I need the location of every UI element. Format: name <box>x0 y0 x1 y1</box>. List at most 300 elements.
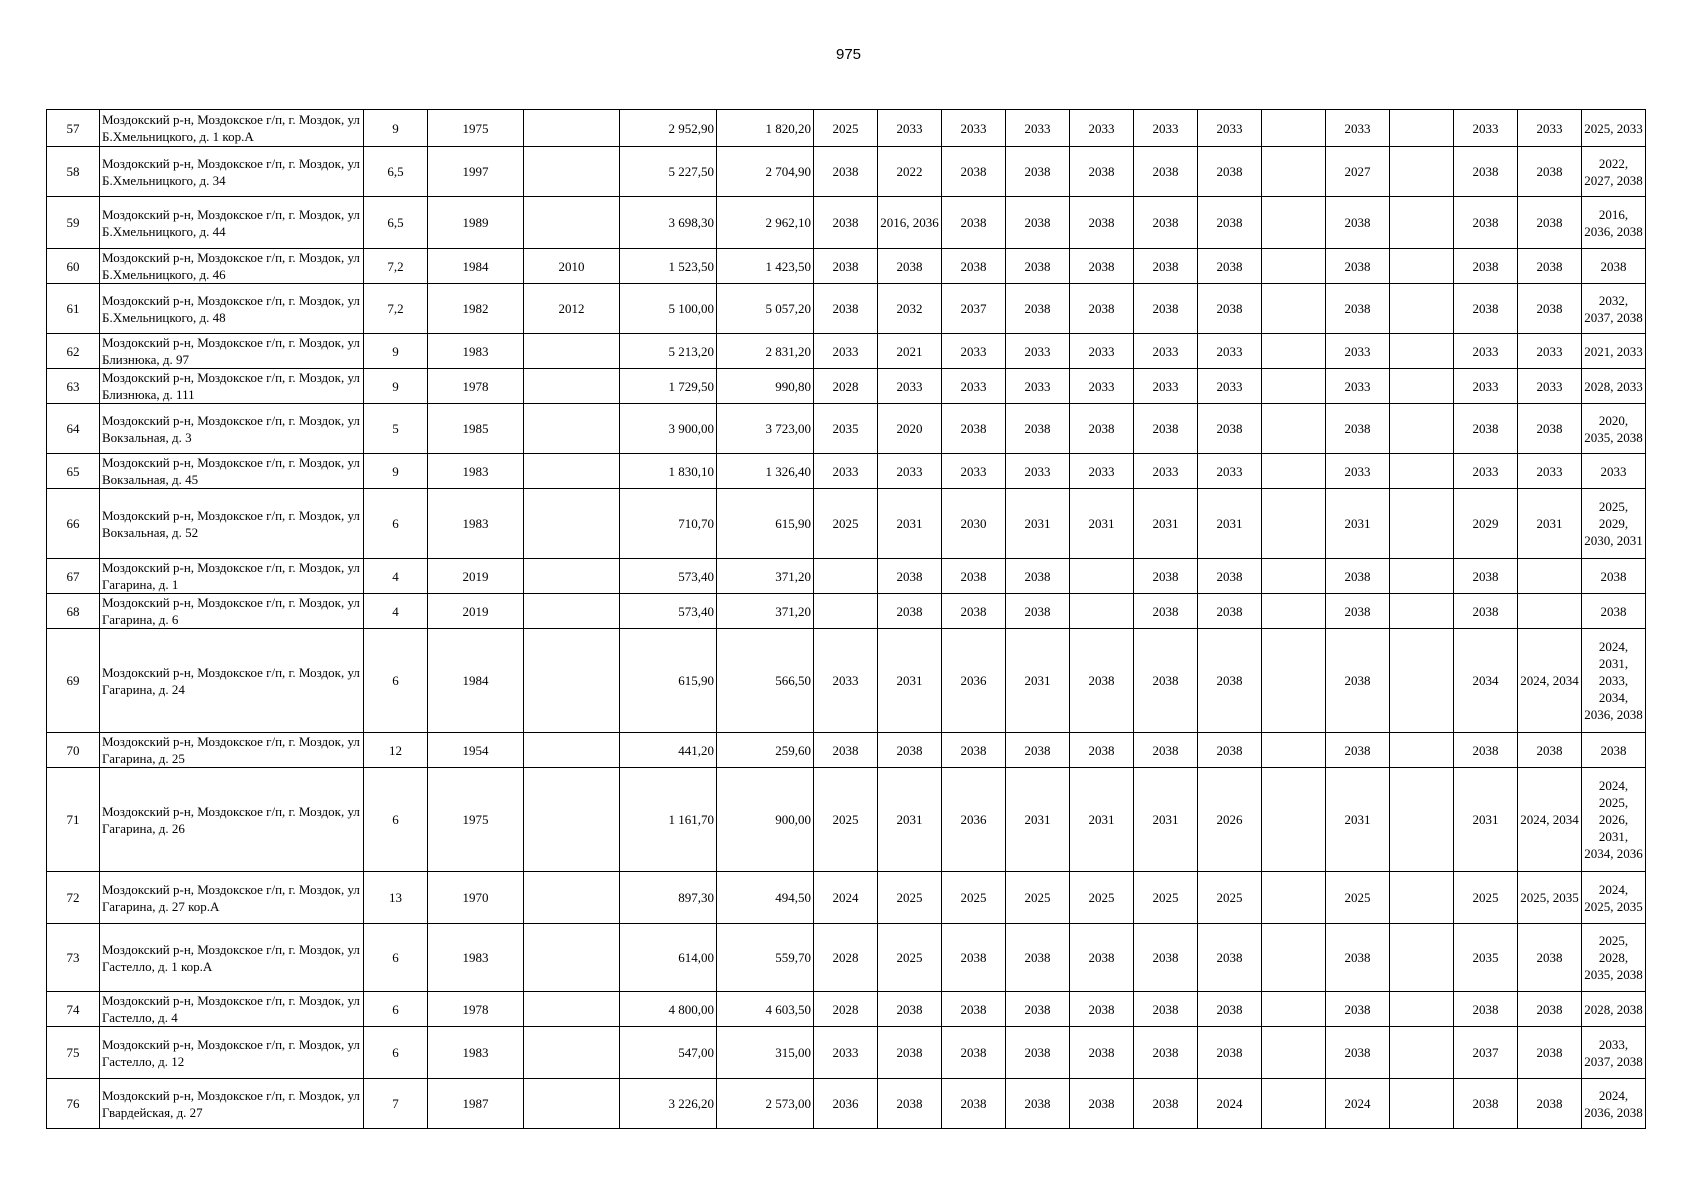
cell-work-year-12: 2038 <box>1518 404 1582 454</box>
cell-reconstruction-year <box>524 733 620 768</box>
cell-work-year-3: 2038 <box>942 404 1006 454</box>
cell-address: Моздокский р-н, Моздокское г/п, г. Моздок, ул Гагарина, д. 6 <box>100 594 364 629</box>
cell-work-year-9: 2038 <box>1326 594 1390 629</box>
cell-work-year-9: 2038 <box>1326 559 1390 594</box>
cell-living-area: 900,00 <box>717 768 814 872</box>
cell-work-year-4: 2038 <box>1006 559 1070 594</box>
cell-work-year-1: 2038 <box>814 249 878 284</box>
cell-work-year-9: 2033 <box>1326 369 1390 404</box>
cell-work-year-2: 2031 <box>878 489 942 559</box>
cell-work-year-3: 2038 <box>942 249 1006 284</box>
cell-work-year-1: 2033 <box>814 1027 878 1079</box>
cell-work-year-7: 2031 <box>1198 489 1262 559</box>
cell-address: Моздокский р-н, Моздокское г/п, г. Моздок, ул Гагарина, д. 1 <box>100 559 364 594</box>
cell-work-year-7: 2038 <box>1198 629 1262 733</box>
cell-build-year: 2019 <box>428 559 524 594</box>
cell-work-year-6: 2038 <box>1134 1079 1198 1129</box>
cell-floors: 9 <box>364 454 428 489</box>
cell-work-years-summary: 2024, 2025, 2035 <box>1582 872 1646 924</box>
cell-build-year: 1983 <box>428 454 524 489</box>
cell-living-area: 3 723,00 <box>717 404 814 454</box>
cell-work-year-10 <box>1390 284 1454 334</box>
cell-work-year-11: 2038 <box>1454 1079 1518 1129</box>
cell-work-years-summary: 2025, 2029, 2030, 2031 <box>1582 489 1646 559</box>
cell-work-year-4: 2038 <box>1006 197 1070 249</box>
cell-work-year-9: 2033 <box>1326 454 1390 489</box>
cell-total-area: 547,00 <box>620 1027 717 1079</box>
cell-work-year-9: 2038 <box>1326 924 1390 992</box>
cell-work-years-summary: 2025, 2028, 2035, 2038 <box>1582 924 1646 992</box>
cell-total-area: 3 900,00 <box>620 404 717 454</box>
cell-work-year-12 <box>1518 594 1582 629</box>
cell-work-year-4: 2038 <box>1006 1079 1070 1129</box>
cell-work-years-summary: 2032, 2037, 2038 <box>1582 284 1646 334</box>
cell-reconstruction-year <box>524 629 620 733</box>
cell-work-year-1: 2038 <box>814 147 878 197</box>
cell-living-area: 615,90 <box>717 489 814 559</box>
cell-work-year-3: 2025 <box>942 872 1006 924</box>
cell-work-year-11: 2038 <box>1454 284 1518 334</box>
cell-work-year-6: 2038 <box>1134 197 1198 249</box>
table-row <box>47 110 1646 147</box>
cell-work-year-4: 2038 <box>1006 992 1070 1027</box>
cell-living-area: 1 326,40 <box>717 454 814 489</box>
cell-work-year-8 <box>1262 284 1326 334</box>
cell-work-year-11: 2025 <box>1454 872 1518 924</box>
table-row <box>47 629 1646 733</box>
cell-work-year-8 <box>1262 110 1326 147</box>
cell-total-area: 441,20 <box>620 733 717 768</box>
cell-living-area: 566,50 <box>717 629 814 733</box>
cell-work-year-7: 2038 <box>1198 733 1262 768</box>
cell-work-year-6: 2038 <box>1134 249 1198 284</box>
cell-address: Моздокский р-н, Моздокское г/п, г. Моздок, ул Гастелло, д. 12 <box>100 1027 364 1079</box>
cell-work-year-11: 2033 <box>1454 334 1518 369</box>
cell-work-year-1 <box>814 559 878 594</box>
cell-work-years-summary: 2028, 2033 <box>1582 369 1646 404</box>
cell-work-year-5: 2038 <box>1070 147 1134 197</box>
cell-work-years-summary: 2038 <box>1582 733 1646 768</box>
cell-work-year-6: 2033 <box>1134 369 1198 404</box>
cell-address: Моздокский р-н, Моздокское г/п, г. Моздок, ул Гагарина, д. 27 кор.А <box>100 872 364 924</box>
cell-work-year-3: 2033 <box>942 334 1006 369</box>
cell-work-year-11: 2038 <box>1454 559 1518 594</box>
cell-total-area: 5 227,50 <box>620 147 717 197</box>
cell-floors: 13 <box>364 872 428 924</box>
cell-work-year-10 <box>1390 1079 1454 1129</box>
cell-work-year-11: 2038 <box>1454 992 1518 1027</box>
table-row <box>47 559 1646 594</box>
cell-work-year-6: 2031 <box>1134 768 1198 872</box>
cell-address: Моздокский р-н, Моздокское г/п, г. Моздок, ул Вокзальная, д. 45 <box>100 454 364 489</box>
cell-row-number: 72 <box>47 872 100 924</box>
cell-build-year: 1978 <box>428 369 524 404</box>
cell-work-years-summary: 2020, 2035, 2038 <box>1582 404 1646 454</box>
cell-work-year-5: 2038 <box>1070 249 1134 284</box>
cell-work-year-12: 2038 <box>1518 1027 1582 1079</box>
cell-work-years-summary: 2033 <box>1582 454 1646 489</box>
cell-work-year-2: 2038 <box>878 594 942 629</box>
cell-work-year-3: 2038 <box>942 924 1006 992</box>
cell-work-year-7: 2038 <box>1198 147 1262 197</box>
cell-work-year-2: 2038 <box>878 559 942 594</box>
cell-work-year-1: 2024 <box>814 872 878 924</box>
cell-work-year-3: 2038 <box>942 147 1006 197</box>
cell-build-year: 1975 <box>428 110 524 147</box>
cell-work-year-6: 2033 <box>1134 334 1198 369</box>
cell-row-number: 69 <box>47 629 100 733</box>
cell-work-year-4: 2038 <box>1006 404 1070 454</box>
cell-work-years-summary: 2038 <box>1582 249 1646 284</box>
cell-row-number: 57 <box>47 110 100 147</box>
cell-address: Моздокский р-н, Моздокское г/п, г. Моздок, ул Б.Хмельницкого, д. 48 <box>100 284 364 334</box>
cell-work-year-10 <box>1390 594 1454 629</box>
cell-address: Моздокский р-н, Моздокское г/п, г. Моздок, ул Близнюка, д. 97 <box>100 334 364 369</box>
cell-work-year-10 <box>1390 489 1454 559</box>
cell-work-year-6: 2033 <box>1134 454 1198 489</box>
cell-work-year-2: 2021 <box>878 334 942 369</box>
cell-work-year-6: 2038 <box>1134 629 1198 733</box>
cell-work-year-7: 2038 <box>1198 924 1262 992</box>
cell-work-year-8 <box>1262 594 1326 629</box>
cell-work-year-12: 2038 <box>1518 924 1582 992</box>
cell-work-year-8 <box>1262 768 1326 872</box>
cell-address: Моздокский р-н, Моздокское г/п, г. Моздок, ул Б.Хмельницкого, д. 34 <box>100 147 364 197</box>
cell-work-years-summary: 2016, 2036, 2038 <box>1582 197 1646 249</box>
cell-work-year-10 <box>1390 733 1454 768</box>
cell-reconstruction-year <box>524 594 620 629</box>
cell-work-year-8 <box>1262 1079 1326 1129</box>
cell-row-number: 63 <box>47 369 100 404</box>
cell-floors: 12 <box>364 733 428 768</box>
cell-total-area: 1 729,50 <box>620 369 717 404</box>
cell-work-year-10 <box>1390 629 1454 733</box>
cell-build-year: 1978 <box>428 992 524 1027</box>
cell-work-year-10 <box>1390 147 1454 197</box>
cell-work-year-12: 2038 <box>1518 147 1582 197</box>
cell-work-year-9: 2027 <box>1326 147 1390 197</box>
cell-row-number: 58 <box>47 147 100 197</box>
cell-work-year-8 <box>1262 454 1326 489</box>
cell-work-year-5: 2038 <box>1070 924 1134 992</box>
cell-work-year-10 <box>1390 1027 1454 1079</box>
table-row <box>47 454 1646 489</box>
cell-reconstruction-year: 2012 <box>524 284 620 334</box>
cell-reconstruction-year <box>524 147 620 197</box>
cell-living-area: 4 603,50 <box>717 992 814 1027</box>
cell-work-year-1: 2025 <box>814 768 878 872</box>
cell-work-year-1 <box>814 594 878 629</box>
cell-work-year-5: 2031 <box>1070 489 1134 559</box>
cell-floors: 6 <box>364 992 428 1027</box>
cell-floors: 6 <box>364 768 428 872</box>
cell-work-year-9: 2038 <box>1326 249 1390 284</box>
cell-living-area: 315,00 <box>717 1027 814 1079</box>
cell-work-year-2: 2038 <box>878 733 942 768</box>
cell-total-area: 5 213,20 <box>620 334 717 369</box>
cell-work-year-3: 2038 <box>942 1027 1006 1079</box>
cell-living-area: 990,80 <box>717 369 814 404</box>
cell-work-year-11: 2038 <box>1454 404 1518 454</box>
cell-work-years-summary: 2022, 2027, 2038 <box>1582 147 1646 197</box>
cell-total-area: 614,00 <box>620 924 717 992</box>
cell-work-year-8 <box>1262 147 1326 197</box>
cell-work-year-9: 2031 <box>1326 768 1390 872</box>
cell-work-year-5: 2038 <box>1070 1079 1134 1129</box>
cell-living-area: 1 423,50 <box>717 249 814 284</box>
table-row <box>47 334 1646 369</box>
cell-work-year-7: 2025 <box>1198 872 1262 924</box>
cell-work-year-3: 2036 <box>942 768 1006 872</box>
cell-total-area: 573,40 <box>620 594 717 629</box>
cell-work-year-11: 2033 <box>1454 454 1518 489</box>
cell-work-year-12: 2038 <box>1518 197 1582 249</box>
cell-work-year-4: 2038 <box>1006 594 1070 629</box>
cell-work-year-1: 2035 <box>814 404 878 454</box>
cell-work-year-7: 2038 <box>1198 559 1262 594</box>
cell-work-year-3: 2038 <box>942 594 1006 629</box>
cell-work-year-9: 2038 <box>1326 197 1390 249</box>
cell-build-year: 1982 <box>428 284 524 334</box>
cell-total-area: 3 226,20 <box>620 1079 717 1129</box>
cell-reconstruction-year <box>524 489 620 559</box>
cell-work-year-5: 2033 <box>1070 454 1134 489</box>
cell-total-area: 1 523,50 <box>620 249 717 284</box>
cell-work-year-11: 2034 <box>1454 629 1518 733</box>
cell-work-year-10 <box>1390 249 1454 284</box>
cell-work-year-5: 2033 <box>1070 334 1134 369</box>
cell-work-year-12: 2031 <box>1518 489 1582 559</box>
cell-work-years-summary: 2033, 2037, 2038 <box>1582 1027 1646 1079</box>
cell-reconstruction-year <box>524 992 620 1027</box>
cell-build-year: 1997 <box>428 147 524 197</box>
table-row <box>47 733 1646 768</box>
cell-reconstruction-year <box>524 404 620 454</box>
cell-work-year-11: 2038 <box>1454 197 1518 249</box>
cell-work-year-2: 2025 <box>878 924 942 992</box>
cell-living-area: 371,20 <box>717 559 814 594</box>
cell-work-year-10 <box>1390 334 1454 369</box>
cell-work-year-11: 2033 <box>1454 110 1518 147</box>
cell-row-number: 64 <box>47 404 100 454</box>
cell-total-area: 1 161,70 <box>620 768 717 872</box>
cell-row-number: 60 <box>47 249 100 284</box>
cell-address: Моздокский р-н, Моздокское г/п, г. Моздок, ул Гагарина, д. 25 <box>100 733 364 768</box>
cell-work-year-1: 2028 <box>814 369 878 404</box>
cell-work-year-5 <box>1070 559 1134 594</box>
cell-work-year-9: 2025 <box>1326 872 1390 924</box>
cell-address: Моздокский р-н, Моздокское г/п, г. Моздок, ул Близнюка, д. 111 <box>100 369 364 404</box>
cell-work-year-10 <box>1390 768 1454 872</box>
table-row <box>47 147 1646 197</box>
cell-work-year-8 <box>1262 629 1326 733</box>
cell-work-year-5: 2033 <box>1070 369 1134 404</box>
cell-living-area: 494,50 <box>717 872 814 924</box>
cell-work-year-12: 2038 <box>1518 733 1582 768</box>
cell-work-year-11: 2031 <box>1454 768 1518 872</box>
cell-living-area: 2 962,10 <box>717 197 814 249</box>
cell-work-year-3: 2033 <box>942 454 1006 489</box>
cell-work-year-4: 2033 <box>1006 454 1070 489</box>
cell-work-year-12 <box>1518 559 1582 594</box>
cell-living-area: 559,70 <box>717 924 814 992</box>
cell-row-number: 71 <box>47 768 100 872</box>
cell-work-year-5: 2025 <box>1070 872 1134 924</box>
cell-reconstruction-year <box>524 768 620 872</box>
cell-work-year-4: 2033 <box>1006 369 1070 404</box>
cell-work-years-summary: 2024, 2031, 2033, 2034, 2036, 2038 <box>1582 629 1646 733</box>
cell-work-year-12: 2033 <box>1518 110 1582 147</box>
cell-work-years-summary: 2038 <box>1582 594 1646 629</box>
cell-work-year-1: 2028 <box>814 992 878 1027</box>
cell-row-number: 68 <box>47 594 100 629</box>
table-row <box>47 1027 1646 1079</box>
cell-work-year-8 <box>1262 872 1326 924</box>
cell-work-year-5: 2038 <box>1070 404 1134 454</box>
cell-reconstruction-year <box>524 1027 620 1079</box>
cell-work-year-8 <box>1262 334 1326 369</box>
cell-work-year-8 <box>1262 369 1326 404</box>
cell-address: Моздокский р-н, Моздокское г/п, г. Моздок, ул Вокзальная, д. 52 <box>100 489 364 559</box>
cell-reconstruction-year <box>524 334 620 369</box>
cell-reconstruction-year: 2010 <box>524 249 620 284</box>
table-row <box>47 284 1646 334</box>
table-row <box>47 369 1646 404</box>
cell-work-year-2: 2033 <box>878 369 942 404</box>
cell-build-year: 1983 <box>428 489 524 559</box>
cell-total-area: 4 800,00 <box>620 992 717 1027</box>
cell-floors: 5 <box>364 404 428 454</box>
cell-work-year-7: 2038 <box>1198 404 1262 454</box>
cell-row-number: 65 <box>47 454 100 489</box>
cell-work-year-4: 2025 <box>1006 872 1070 924</box>
cell-work-year-12: 2038 <box>1518 249 1582 284</box>
cell-work-year-1: 2025 <box>814 489 878 559</box>
cell-work-years-summary: 2024, 2036, 2038 <box>1582 1079 1646 1129</box>
cell-work-year-6: 2038 <box>1134 284 1198 334</box>
cell-total-area: 897,30 <box>620 872 717 924</box>
cell-living-area: 2 573,00 <box>717 1079 814 1129</box>
cell-work-year-5: 2038 <box>1070 733 1134 768</box>
cell-address: Моздокский р-н, Моздокское г/п, г. Моздок, ул Гвардейская, д. 27 <box>100 1079 364 1129</box>
cell-work-year-4: 2038 <box>1006 1027 1070 1079</box>
cell-work-year-10 <box>1390 369 1454 404</box>
table-row <box>47 404 1646 454</box>
cell-address: Моздокский р-н, Моздокское г/п, г. Моздок, ул Гагарина, д. 26 <box>100 768 364 872</box>
cell-living-area: 2 831,20 <box>717 334 814 369</box>
table-row <box>47 924 1646 992</box>
table-row <box>47 768 1646 872</box>
cell-work-year-1: 2038 <box>814 284 878 334</box>
cell-work-year-2: 2033 <box>878 454 942 489</box>
cell-total-area: 615,90 <box>620 629 717 733</box>
cell-work-year-7: 2033 <box>1198 369 1262 404</box>
cell-work-years-summary: 2028, 2038 <box>1582 992 1646 1027</box>
cell-work-year-6: 2031 <box>1134 489 1198 559</box>
cell-work-year-4: 2038 <box>1006 924 1070 992</box>
cell-build-year: 1989 <box>428 197 524 249</box>
housing-register-table <box>46 109 1646 1129</box>
cell-work-year-8 <box>1262 1027 1326 1079</box>
cell-work-year-2: 2016, 2036 <box>878 197 942 249</box>
cell-floors: 6,5 <box>364 147 428 197</box>
cell-row-number: 62 <box>47 334 100 369</box>
cell-work-year-5: 2038 <box>1070 629 1134 733</box>
cell-living-area: 2 704,90 <box>717 147 814 197</box>
cell-work-year-2: 2038 <box>878 992 942 1027</box>
cell-address: Моздокский р-н, Моздокское г/п, г. Моздок, ул Гагарина, д. 24 <box>100 629 364 733</box>
table-row <box>47 992 1646 1027</box>
cell-work-year-1: 2038 <box>814 197 878 249</box>
cell-build-year: 2019 <box>428 594 524 629</box>
cell-work-year-7: 2038 <box>1198 1027 1262 1079</box>
cell-work-year-5: 2033 <box>1070 110 1134 147</box>
cell-work-year-10 <box>1390 992 1454 1027</box>
cell-address: Моздокский р-н, Моздокское г/п, г. Моздок, ул Вокзальная, д. 3 <box>100 404 364 454</box>
cell-work-year-10 <box>1390 110 1454 147</box>
cell-work-year-3: 2037 <box>942 284 1006 334</box>
cell-work-year-9: 2038 <box>1326 733 1390 768</box>
cell-build-year: 1975 <box>428 768 524 872</box>
cell-work-year-3: 2036 <box>942 629 1006 733</box>
cell-work-year-3: 2038 <box>942 992 1006 1027</box>
cell-work-years-summary: 2025, 2033 <box>1582 110 1646 147</box>
cell-work-year-1: 2033 <box>814 334 878 369</box>
cell-floors: 9 <box>364 110 428 147</box>
cell-work-year-2: 2025 <box>878 872 942 924</box>
cell-work-year-12: 2025, 2035 <box>1518 872 1582 924</box>
cell-work-year-6: 2038 <box>1134 594 1198 629</box>
cell-work-years-summary: 2038 <box>1582 559 1646 594</box>
cell-living-area: 371,20 <box>717 594 814 629</box>
cell-work-year-6: 2033 <box>1134 110 1198 147</box>
cell-work-year-4: 2033 <box>1006 110 1070 147</box>
cell-build-year: 1985 <box>428 404 524 454</box>
cell-work-year-6: 2038 <box>1134 924 1198 992</box>
cell-work-year-8 <box>1262 924 1326 992</box>
cell-build-year: 1970 <box>428 872 524 924</box>
cell-work-year-3: 2038 <box>942 197 1006 249</box>
cell-work-year-3: 2030 <box>942 489 1006 559</box>
cell-row-number: 73 <box>47 924 100 992</box>
cell-work-years-summary: 2024, 2025, 2026, 2031, 2034, 2036 <box>1582 768 1646 872</box>
cell-work-year-5: 2038 <box>1070 284 1134 334</box>
table-body <box>47 110 1646 1129</box>
cell-build-year: 1984 <box>428 629 524 733</box>
cell-work-year-6: 2038 <box>1134 147 1198 197</box>
cell-work-year-7: 2033 <box>1198 110 1262 147</box>
cell-work-year-7: 2033 <box>1198 454 1262 489</box>
cell-build-year: 1984 <box>428 249 524 284</box>
cell-work-year-3: 2033 <box>942 369 1006 404</box>
cell-row-number: 61 <box>47 284 100 334</box>
table-row <box>47 594 1646 629</box>
cell-build-year: 1983 <box>428 334 524 369</box>
cell-work-year-7: 2038 <box>1198 594 1262 629</box>
cell-row-number: 59 <box>47 197 100 249</box>
cell-living-area: 259,60 <box>717 733 814 768</box>
cell-total-area: 1 830,10 <box>620 454 717 489</box>
cell-build-year: 1954 <box>428 733 524 768</box>
cell-total-area: 573,40 <box>620 559 717 594</box>
cell-work-year-3: 2033 <box>942 110 1006 147</box>
cell-work-year-10 <box>1390 559 1454 594</box>
cell-work-year-12: 2038 <box>1518 1079 1582 1129</box>
cell-work-year-8 <box>1262 489 1326 559</box>
cell-work-year-7: 2038 <box>1198 249 1262 284</box>
cell-living-area: 5 057,20 <box>717 284 814 334</box>
cell-work-year-2: 2032 <box>878 284 942 334</box>
